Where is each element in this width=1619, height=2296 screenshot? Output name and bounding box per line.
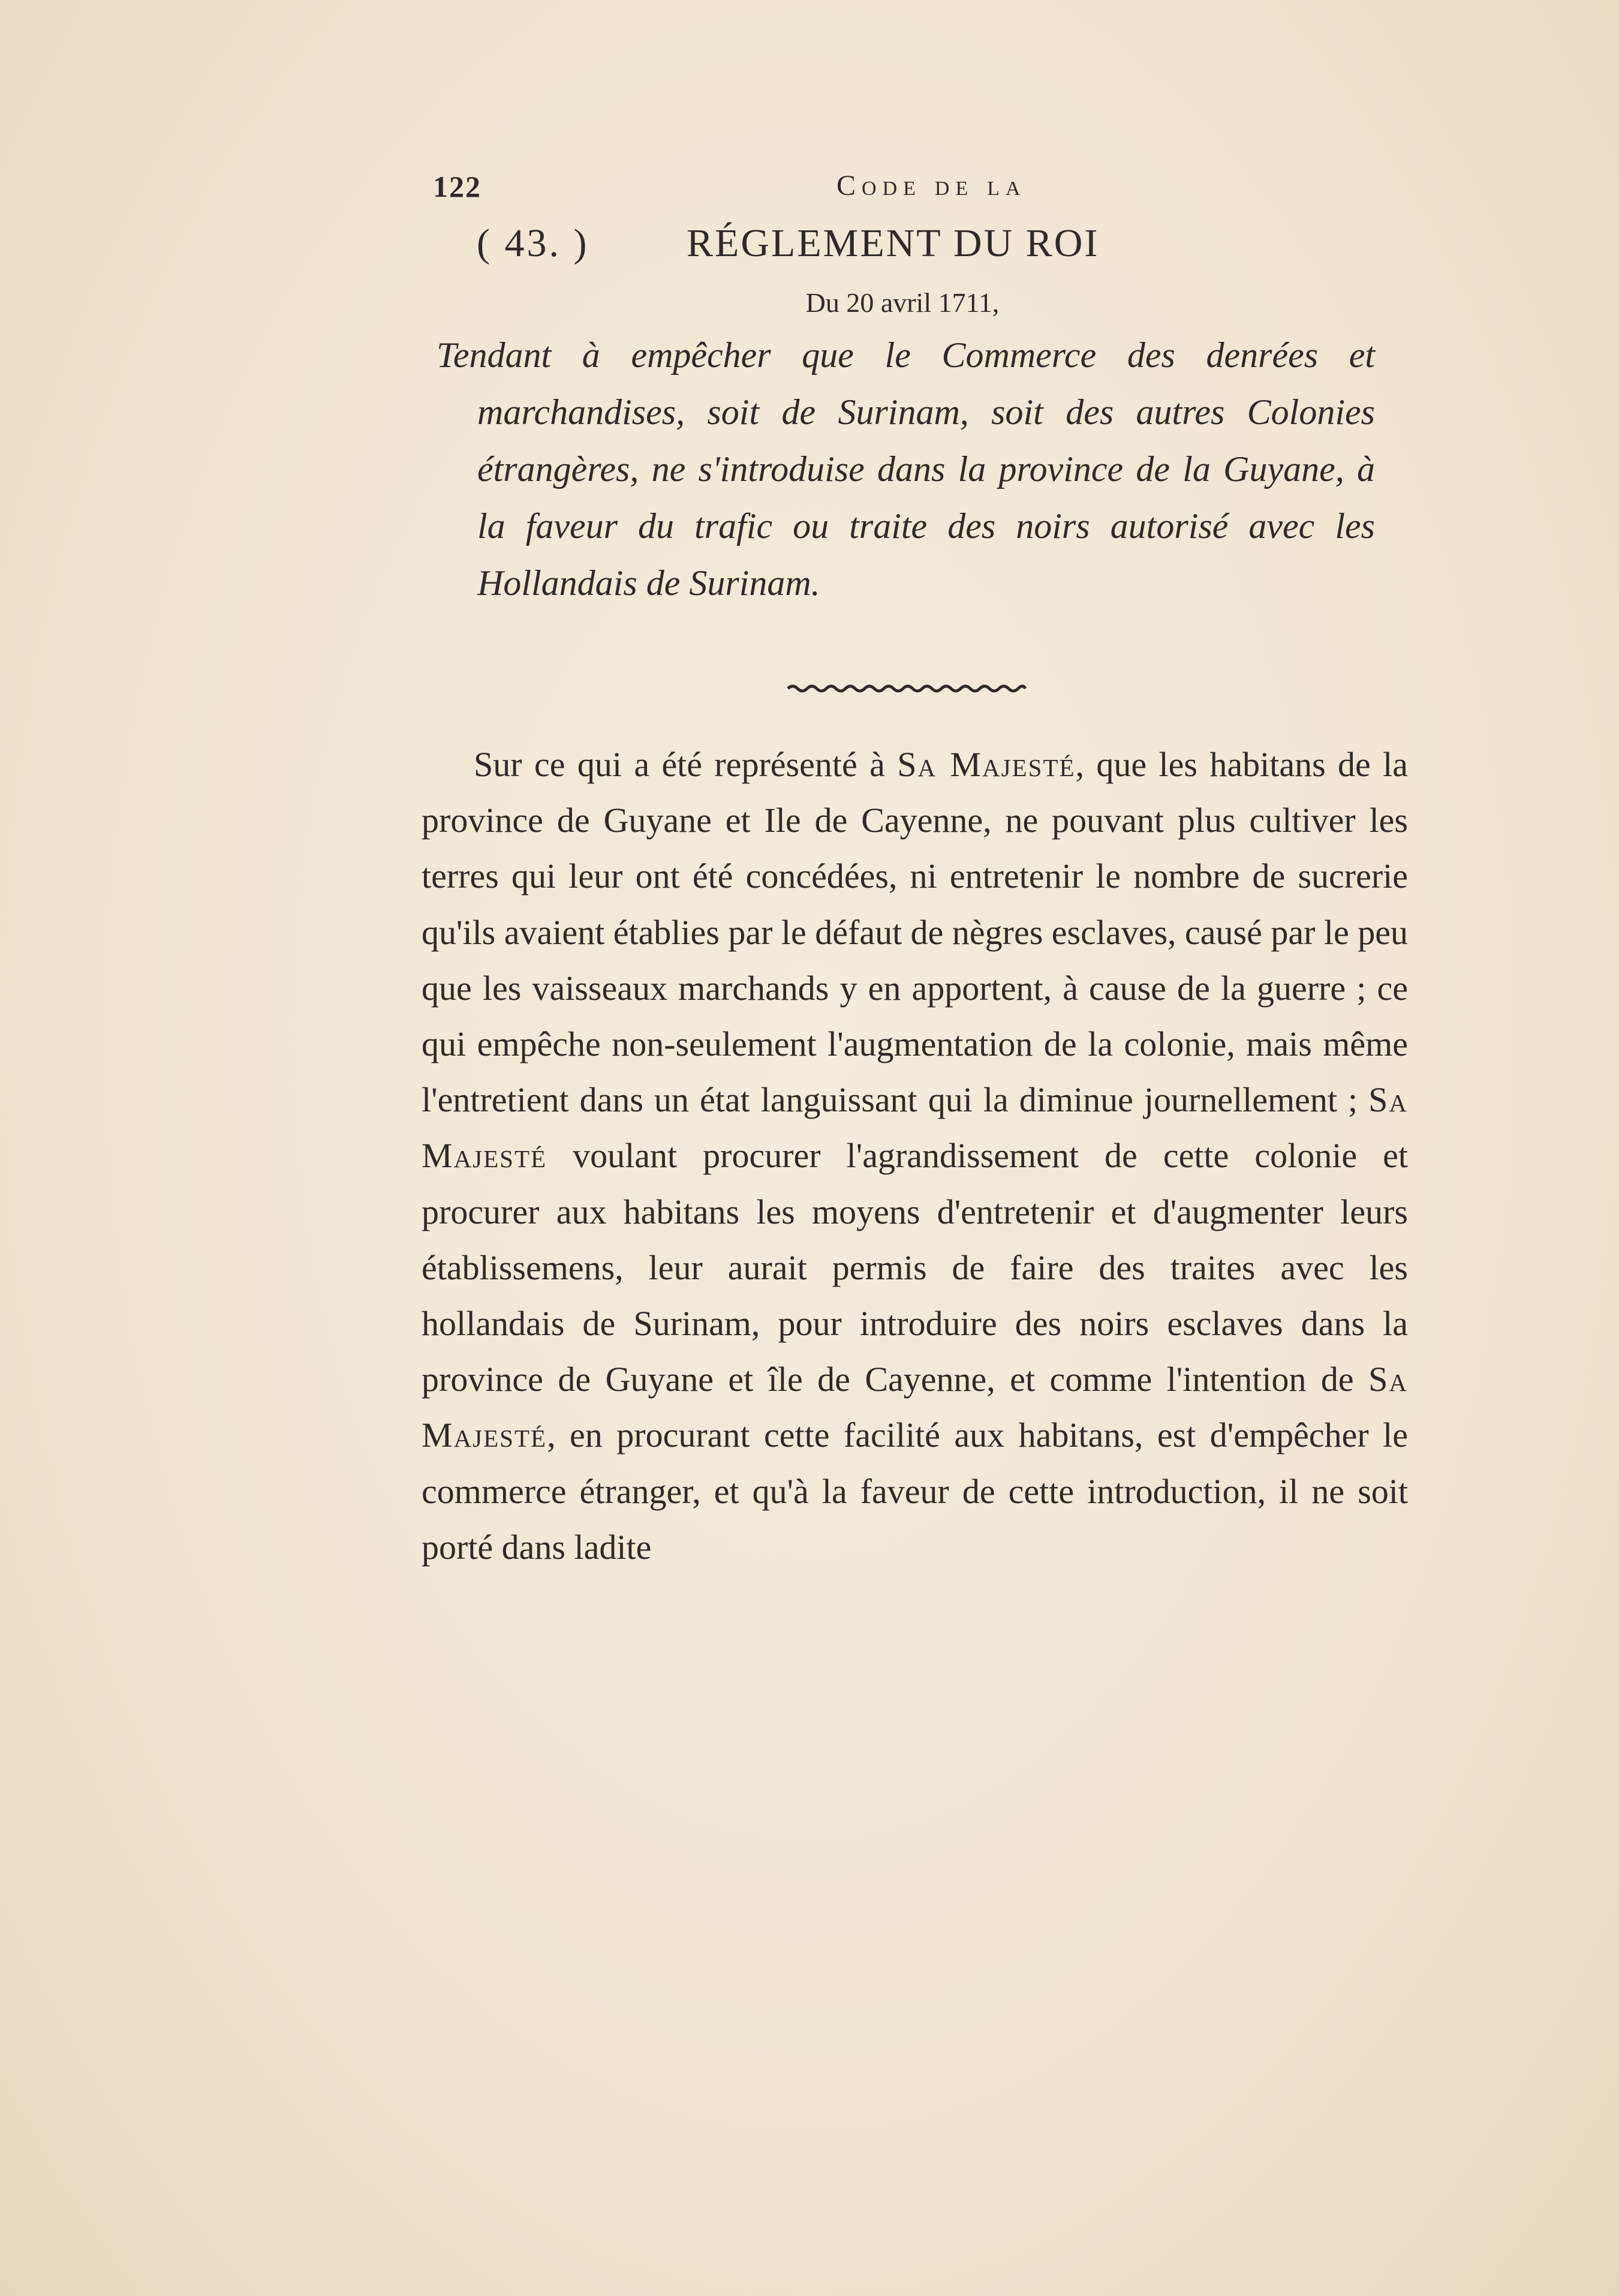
act-date-line — [0, 287, 1619, 318]
act-title: RÉGLEMENT DU ROI — [687, 221, 1100, 265]
act-date: Du 20 avril 1711, — [805, 287, 1000, 318]
ornamental-divider — [787, 683, 1027, 695]
act-number: ( 43. ) — [477, 221, 589, 265]
act-heading — [0, 221, 1619, 275]
body-text-segment: Sur ce qui a été représenté à — [474, 745, 898, 784]
body-text-segment: voulant procurer l'agrandissement de cette colonie et procurer aux habitans les moyens d'entretenir et d'augmenter leurs établissemens, leur aurait permis de faire des traites avec les hollandais de Surinam, pour introduire des noirs esclaves dans la province de Guyane et île de Cayenne, et comme l'intention de — [422, 1136, 1408, 1399]
sa-majeste: Sa Majesté — [422, 1360, 1408, 1455]
body-text-segment: , en procurant cette facilité aux habitans, est d'empêcher le commerce étranger, et qu'à la faveur de cette introduction, il ne soit porté dans ladite — [422, 1416, 1408, 1567]
sa-majeste: Sa Majesté — [897, 745, 1076, 784]
body-paragraph — [422, 737, 1408, 1575]
running-head — [0, 169, 1619, 205]
running-head-title: Code de la — [836, 170, 1027, 202]
act-summary-text: Tendant à empêcher que le Commerce des denrées et marchandises, soit de Surinam, soit des autres Colonies étrangères, ne s'introduise dans la province de la Guyane, à la faveur du trafic ou traite des noirs autorisé avec les Hollandais de Surinam. — [437, 335, 1375, 603]
show-through-text: ⠀ — [827, 116, 846, 143]
body-text-segment: , que les habitans de la province de Guyane et Ile de Cayenne, ne pouvant plus cultiver les terres qui leur ont été concédées, ni entretenir le nombre de sucrerie qu'ils avaient établies par le défaut de nègres esclaves, causé par le peu que les vaisseaux marchands y en apportent, à cause de la guerre ; ce qui empêche non-seulement l'augmentation de la colonie, mais même l'entretient dans un état languissant qui la diminue journellement ; — [422, 745, 1409, 1120]
act-summary — [437, 327, 1375, 612]
page-number: 122 — [433, 170, 482, 203]
sa-majeste: Sa Majesté — [422, 1080, 1408, 1176]
